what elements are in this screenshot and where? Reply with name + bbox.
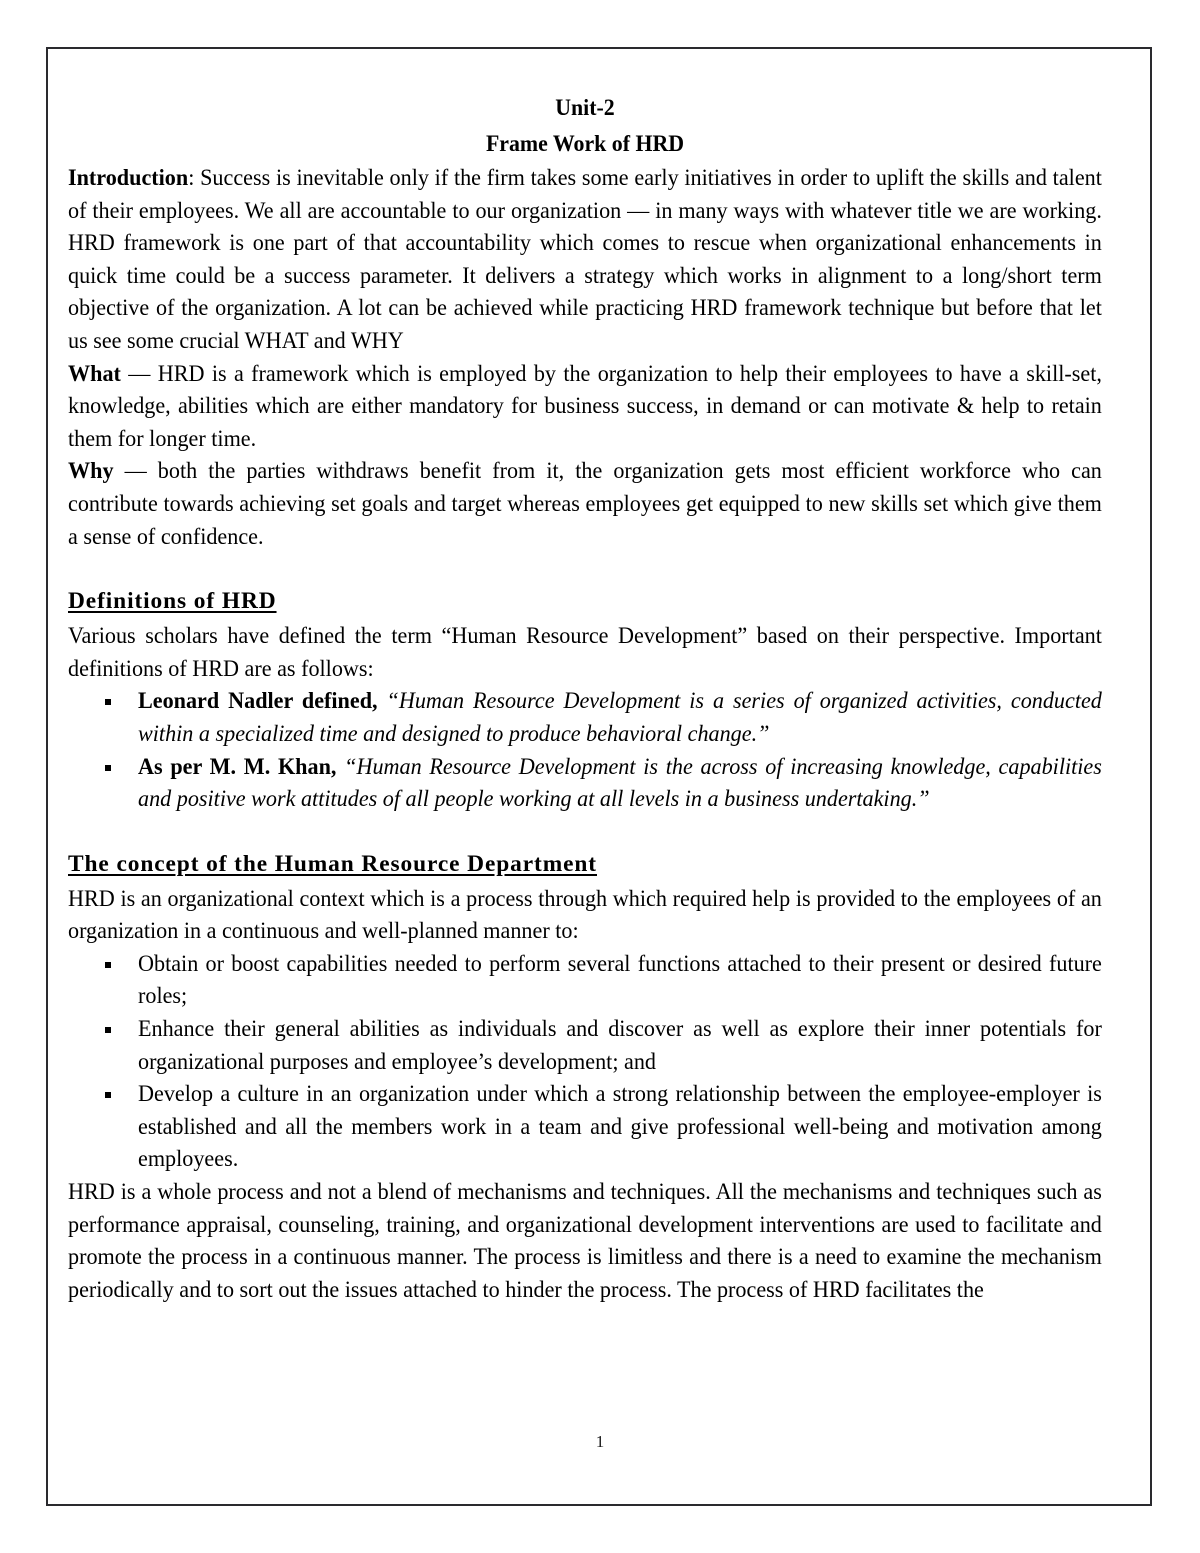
definition-quote: “Human Resource Development is a series of organized activities, conducted within a specialized time and designed to produce behavioral change.” [138,688,1102,747]
concept-bullet-list [68,948,1102,1176]
concept-heading-wrap [68,848,1102,883]
concept-closing-text: HRD is a whole process and not a blend of mechanisms and techniques. All the mechanisms and techniques such as performance appraisal, counseling, training, and organizational development interventions are used to facilitate and promote the process in a continuous manner. The process is limitless and there is a need to examine the mechanism periodically and to sort out the issues attached to hinder the process. The process of HRD facilitates the [68,1179,1102,1303]
concept-closing-paragraph [68,1176,1102,1306]
why-label: Why [68,458,114,485]
square-bullet-icon [105,765,111,771]
what-text: HRD is a framework which is employed by the organization to help their employees to have a skill-set, knowledge, abilities which are either mandatory for business success, in demand or can motivate & help to retain them for longer time. [68,360,1102,452]
list-item [68,685,1102,750]
definitions-lead-in-text: Various scholars have defined the term “Human Resource Development” based on their perspective. Important definitions of HRD are as follows: [68,623,1102,682]
concept-lead-in [68,883,1102,948]
section-gap-2 [68,816,1102,848]
document-content [68,90,1102,1306]
definitions-bullet-list [68,685,1102,815]
concept-lead-in-text: HRD is an organizational context which is a process through which required help is provided to the employees of an organization in a continuous and well-planned manner to: [68,885,1102,945]
page-number: 1 [595,1432,605,1451]
what-label: What [68,360,121,387]
definition-lead-bold: As per M. M. Khan, [138,753,337,780]
definitions-lead-in [68,620,1102,685]
square-bullet-icon [105,962,111,968]
why-label-suffix: — [113,458,158,485]
concept-bullet-text: Develop a culture in an organization under which a strong relationship between the employee-employer is established and all the members work in a team and give professional well-being and motivation among employees. [138,1081,1102,1173]
what-label-suffix: — [120,360,158,387]
definition-lead-bold: Leonard Nadler defined, [138,688,378,715]
what-paragraph [68,358,1102,456]
square-bullet-icon [105,1027,111,1033]
concept-heading: The concept of the Human Resource Department [68,850,597,877]
why-text: both the parties withdraws benefit from it, the organization gets most efficient workforce who can contribute towards achieving set goals and target whereas employees get equipped to new skills set which give them a sense of confidence. [68,458,1102,550]
document-title-line-1: Unit-2 [555,95,615,121]
section-gap-1 [68,553,1102,585]
definition-quote: “Human Resource Development is the across of increasing knowledge, capabilities and positive work attitudes of all people working at all levels in a business undertaking.” [138,753,1102,813]
document-title-line-2: Frame Work of HRD [485,131,685,157]
list-item [68,1013,1102,1078]
square-bullet-icon [105,1092,111,1098]
list-item [68,1078,1102,1176]
concept-bullet-text: Enhance their general abilities as individuals and discover as well as explore their inner potentials for organizational purposes and employee’s development; and [138,1016,1102,1075]
definitions-heading-wrap [68,585,1102,620]
introduction-text: Success is inevitable only if the firm takes some early initiatives in order to uplift the skills and talent of their employees. We all are accountable to our organization — in many ways with whatever title we are working. HRD framework is one part of that accountability which comes to rescue when organizational enhancements in quick time could be a success parameter. It delivers a strategy which works in alignment to a long/short term objective of the organization. A lot can be achieved while practicing HRD framework technique but before that let us see some crucial WHAT and WHY [68,165,1102,354]
definitions-heading: Definitions of HRD [68,588,277,615]
introduction-paragraph [68,162,1102,358]
concept-bullet-text: Obtain or boost capabilities needed to perform several functions attached to their present or desired future roles; [138,950,1102,1010]
square-bullet-icon [105,699,111,705]
list-item [68,751,1102,816]
list-item [68,948,1102,1013]
introduction-label: Introduction [68,165,189,191]
introduction-label-suffix: : [188,165,201,191]
why-paragraph [68,455,1102,553]
